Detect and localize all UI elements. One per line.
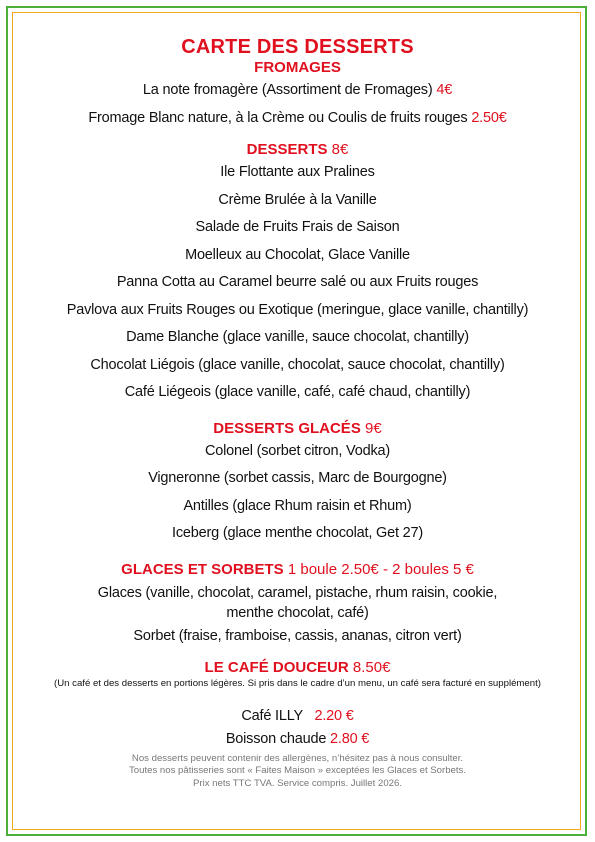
menu-item: Iceberg (glace menthe chocolat, Get 27) [172,525,423,541]
section-price: 9€ [365,419,382,437]
menu-item [14,77,581,105]
menu-item: Pavlova aux Fruits Rouges ou Exotique (meringue, glace vanille, chantilly) [66,301,529,318]
menu-content [14,35,581,790]
section-title-fromages: FROMAGES [254,59,341,76]
menu-item: menthe chocolat, café) [226,604,369,621]
section-title-cafe-douceur [14,659,581,677]
item-name: Boisson chaude [225,730,327,747]
item-price: 4€ [436,82,453,98]
menu-item: Ile Flottante aux Pralines [220,164,375,180]
section-title-text: DESSERTS GLACÉS [213,419,361,437]
section-title-text: LE CAFÉ DOUCEUR [204,658,349,676]
item-price: 2.20 € [314,707,354,724]
cafe-douceur-note: (Un café et des desserts en portions légères. Si pris dans le cadre d’un menu, un café sera facturé en supplément) [54,677,541,689]
item-price: 2.80 € [330,730,370,747]
section-price: 1 boule 2.50€ - 2 boules 5 € [287,560,474,578]
section-desserts-glaces [14,420,581,548]
menu-item: Antilles (glace Rhum raisin et Rhum) [183,497,412,514]
menu-item: Colonel (sorbet citron, Vodka) [204,442,390,459]
menu-item: Glaces (vanille, chocolat, caramel, pistache, rhum raisin, cookie, [97,584,498,601]
section-title-text: GLACES ET SORBETS [121,560,284,578]
footer-notes [14,753,581,791]
section-title-text: DESSERTS [246,141,328,158]
menu-item: Vigneronne (sorbet cassis, Marc de Bourgogne) [148,470,447,486]
section-price: 8.50€ [352,658,391,676]
item-price: 2.50€ [471,109,507,126]
footer-line: Toutes nos pâtisseries sont « Faites Maison » exceptées les Glaces et Sorbets. [128,765,467,776]
menu-item: Café Liégeois (glace vanille, café, café chaud, chantilly) [124,384,471,400]
section-desserts [14,141,581,407]
item-name: La note fromagère (Assortiment de Fromages) [142,82,433,98]
item-name: Café ILLY [241,707,303,724]
section-price: 8€ [331,141,349,158]
menu-item [14,729,581,749]
section-glaces-sorbets [14,561,581,646]
section-title-desserts [14,141,581,159]
item-name: Fromage Blanc nature, à la Crème ou Coulis de fruits rouges [88,109,468,126]
menu-item: Panna Cotta au Caramel beurre salé ou aux Fruits rouges [116,274,479,290]
menu-item: Dame Blanche (glace vanille, sauce chocolat, chantilly) [126,329,469,345]
menu-title: CARTE DES DESSERTS [181,36,414,58]
menu-item: Moelleux au Chocolat, Glace Vanille [185,246,410,263]
menu-item: Chocolat Liégois (glace vanille, chocolat, sauce chocolat, chantilly) [90,356,505,373]
footer-line: Nos desserts peuvent contenir des allergènes, n’hésitez pas à nous consulter. [131,752,464,764]
section-title-glaces-sorbets [14,561,581,579]
menu-item: Sorbet (fraise, framboise, cassis, ananas, citron vert) [133,627,462,644]
menu-item [14,706,581,726]
section-fromages [14,59,581,132]
section-cafe-douceur [14,659,581,749]
menu-item: Salade de Fruits Frais de Saison [195,219,400,235]
footer-line: Prix nets TTC TVA. Service compris. Juillet 2026. [192,777,402,789]
menu-item [14,105,581,133]
menu-item: Crème Brulée à la Vanille [218,191,377,208]
section-title-desserts-glaces [14,420,581,438]
